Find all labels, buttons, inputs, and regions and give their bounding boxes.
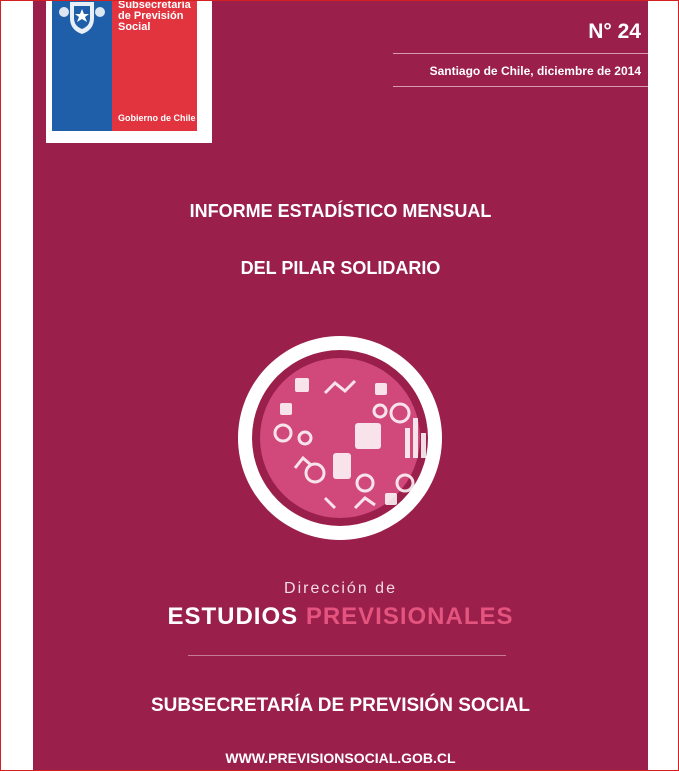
website-link[interactable]: WWW.PREVISIONSOCIAL.GOB.CL: [225, 750, 456, 766]
logo-line-3: Social: [118, 21, 151, 33]
issue-number: N° 24: [588, 20, 641, 43]
subsecretaria-title: SUBSECRETARÍA DE PREVISIÓN SOCIAL: [151, 695, 530, 716]
logo-line-1: Subsecretaría: [118, 0, 191, 11]
direccion-word-1: ESTUDIOS: [167, 603, 299, 630]
logo-line-2: de Previsión: [118, 10, 184, 22]
logo-text: [118, 0, 198, 33]
direccion-name: [33, 603, 648, 631]
direccion-rule: [188, 655, 506, 656]
statistics-icons-circle-icon: [235, 333, 445, 543]
issue-date: Santiago de Chile, diciembre de 2014: [429, 64, 641, 78]
logo-blue-field: [52, 0, 112, 131]
coat-of-arms-icon: [52, 0, 112, 40]
top-rule: [393, 53, 648, 54]
direccion-word-2: PREVISIONALES: [305, 603, 514, 630]
title-line-2: DEL PILAR SOLIDARIO: [240, 258, 441, 278]
title-line-1: INFORME ESTADÍSTICO MENSUAL: [189, 201, 492, 221]
logo-footer: Gobierno de Chile: [118, 113, 196, 123]
date-rule: [393, 86, 648, 87]
direccion-line: Dirección de: [284, 580, 397, 597]
